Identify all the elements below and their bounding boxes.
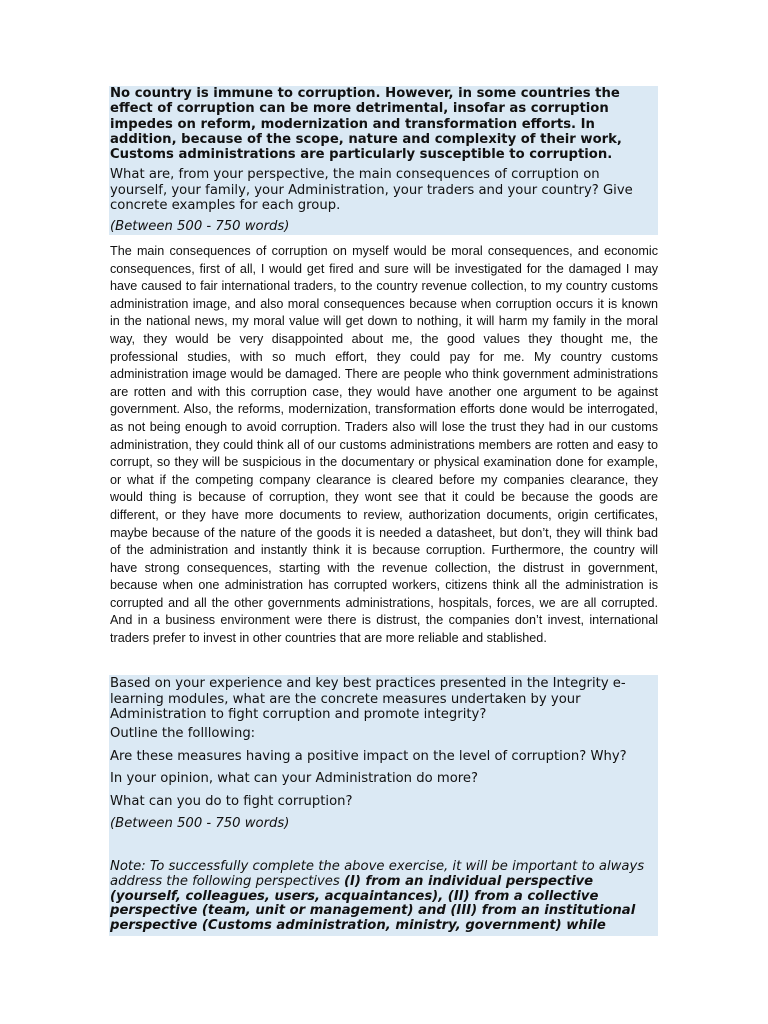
question-2-item-2: In your opinion, what can your Administration do more? [110, 771, 479, 786]
answer-1-paragraph: The main consequences of corruption on myself would be moral consequences, and economic consequences, first of all, I would get fired and sure will be investigated for the damaged I may have caused to fair international traders, to the country revenue collection, to my country customs administration image, and also moral consequences because when corruption occurs it is known in the national news, my moral value will get down to nothing, it will harm my family in the moral way, they would be very disappointed about me, the good values they thought me, the professional studies, with so much effort, they could pay for me. My country customs administration image would be damaged. There are people who think government administrations are rotten and with this corruption case, they would have another one argument to be against government. Also, the reforms, modernization, transformation efforts done would be interrogated, as not being enough to avoid corruption. Traders also will lose the trust they had in our customs administration, they could think all of our customs administrations members are rotten and easy to corrupt, so they will be suspicious in the documentary or physical examination done for example, or what if the competing company clearance is cleared before my companies clearance, they would thing is because of corruption, they wont see that it could be because the goods are different, or they have more documents to review, authorization documents, origin certificates, maybe because of the nature of the goods it is needed a datasheet, but don’t, they will think bad of the administration and instantly think it is because corruption. Furthermore, the country will have strong consequences, starting with the revenue collection, the distrust in government, because when one administration has corrupted workers, citizens think all the administration is corrupted and all the other governments administrations, hospitals, forces, we are all corrupted. And in a business environment were there is distrust, the companies don’t invest, international traders prefer to invest in other countries that are more reliable and stablished. [110, 244, 658, 646]
exercise-note-lead: Note: To successfully complete the above exercise, it will be important to always address the following perspectives [110, 859, 645, 889]
question-2-item-3: What can you do to fight corruption? [110, 794, 353, 809]
question-1-heading: No country is immune to corruption. However, in some countries the effect of corruption can be more detrimental, insofar as corruption impedes on reform, modernization and transformation efforts. In addition, because of the scope, nature and complexity of their work, Customs administrations are particularly susceptible to corruption. [110, 86, 622, 163]
exercise-note-perspectives: (I) from an individual perspective (yourself, colleagues, users, acquaintances), (II) from a collective perspective (team, unit or management) and (III) from an institutional perspective (Customs administration, ministry, government) while [110, 873, 636, 934]
question-2-intro: Based on your experience and key best practices presented in the Integrity e-learning modules, what are the concrete measures undertaken by your Administration to fight corruption and promote integrity? [110, 676, 626, 722]
question-1-word-limit: (Between 500 - 750 words) [110, 219, 290, 234]
question-2-word-limit: (Between 500 - 750 words) [110, 816, 290, 831]
exercise-note [110, 860, 658, 934]
question-2-outline-label: Outline the folllowing: [110, 726, 256, 741]
question-1-prompt: What are, from your perspective, the main consequences of corruption on yourself, your family, your Administration, your traders and your country? Give concrete examples for each group. [110, 167, 633, 213]
question-2-item-1: Are these measures having a positive impact on the level of corruption? Why? [110, 749, 627, 764]
